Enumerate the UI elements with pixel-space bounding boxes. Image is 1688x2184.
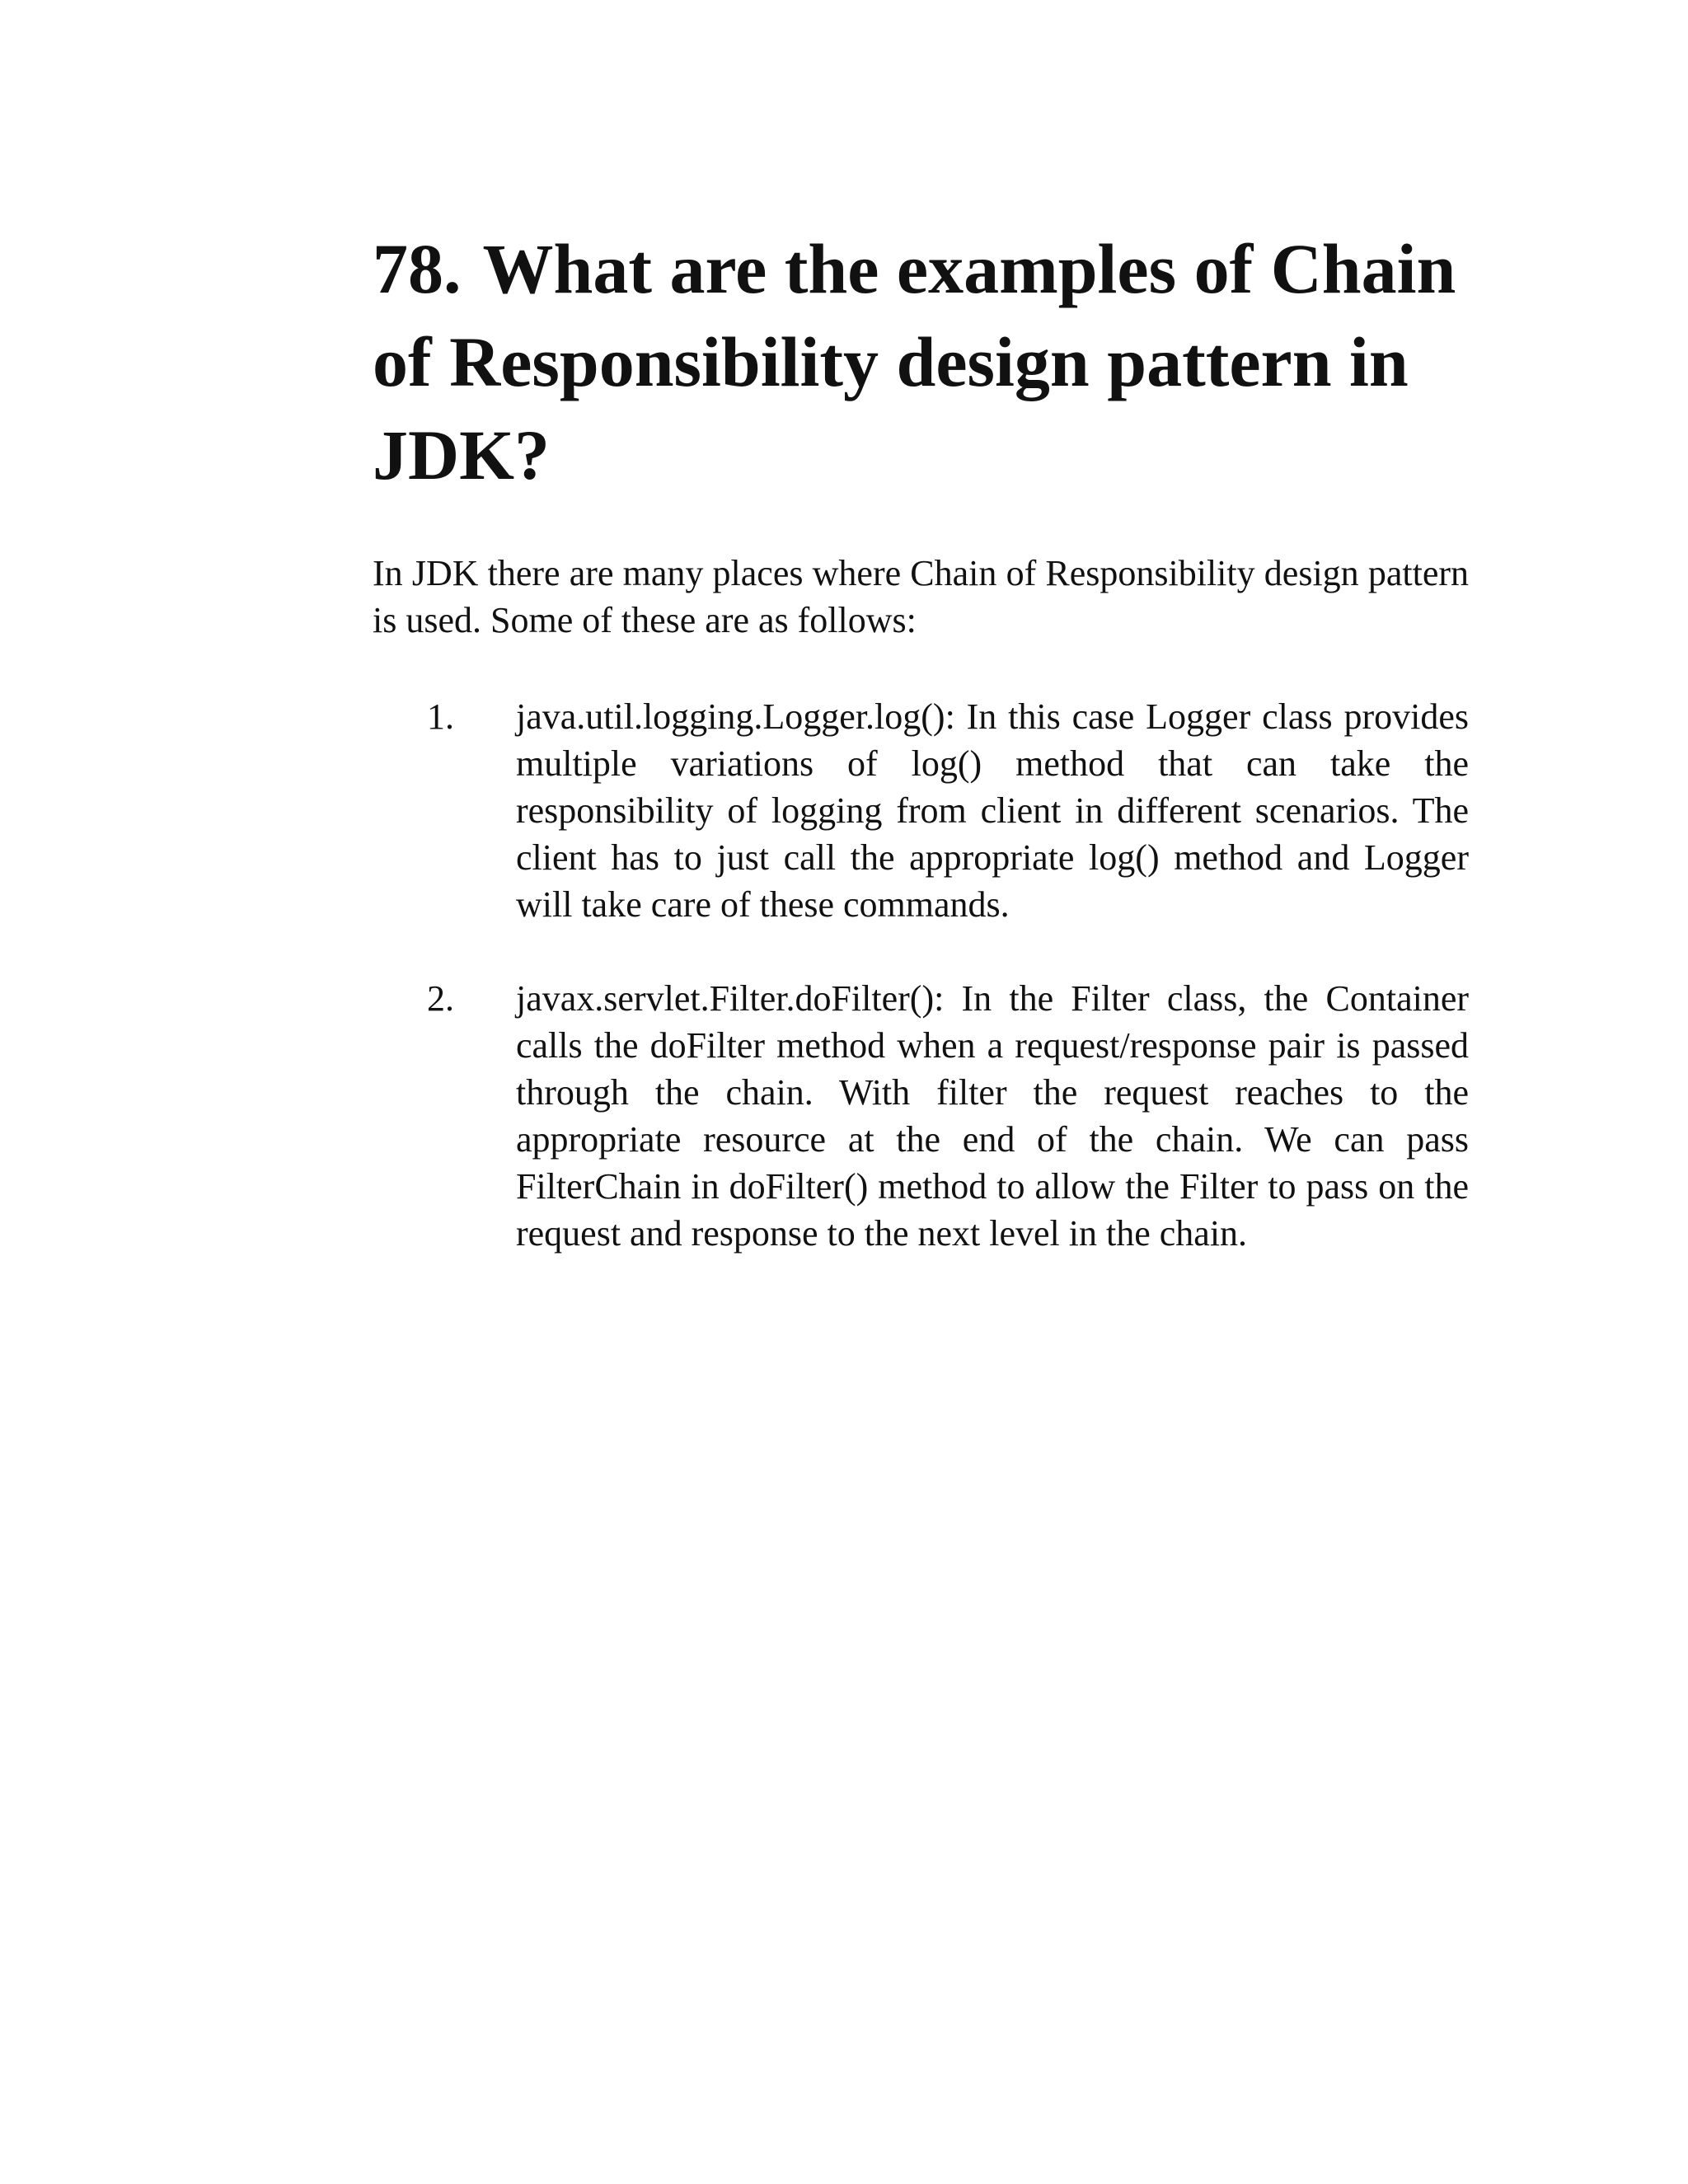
- question-number: 78.: [373, 229, 462, 308]
- document-page: [373, 223, 1469, 1304]
- list-marker: 2.: [427, 978, 454, 1019]
- examples-list: [373, 693, 1469, 1257]
- list-item-text: javax.servlet.Filter.doFilter(): In the Filter class, the Container calls the doFilter method when a request/response pair is passed through the chain. With filter the request reaches to the appropriate resource at the end of the chain. We can pass FilterChain in doFilter() method to allow the Filter to pass on the request and response to the next level in the chain.: [516, 978, 1469, 1254]
- list-item-text: java.util.logging.Logger.log(): In this case Logger class provides multiple variations of log() method that can take the responsibility of logging from client in different scenarios. The client has to just call the appropriate log() method and Logger will take care of these commands.: [516, 696, 1469, 925]
- page-title: [373, 223, 1469, 502]
- list-marker: 1.: [427, 696, 454, 737]
- intro-paragraph: In JDK there are many places where Chain of Responsibility design pattern is used. Some of these are as follows:: [373, 553, 1469, 640]
- question-text: What are the examples of Chain of Responsibility design pattern in JDK?: [373, 229, 1456, 494]
- list-item: [373, 975, 1469, 1257]
- list-item: [373, 693, 1469, 928]
